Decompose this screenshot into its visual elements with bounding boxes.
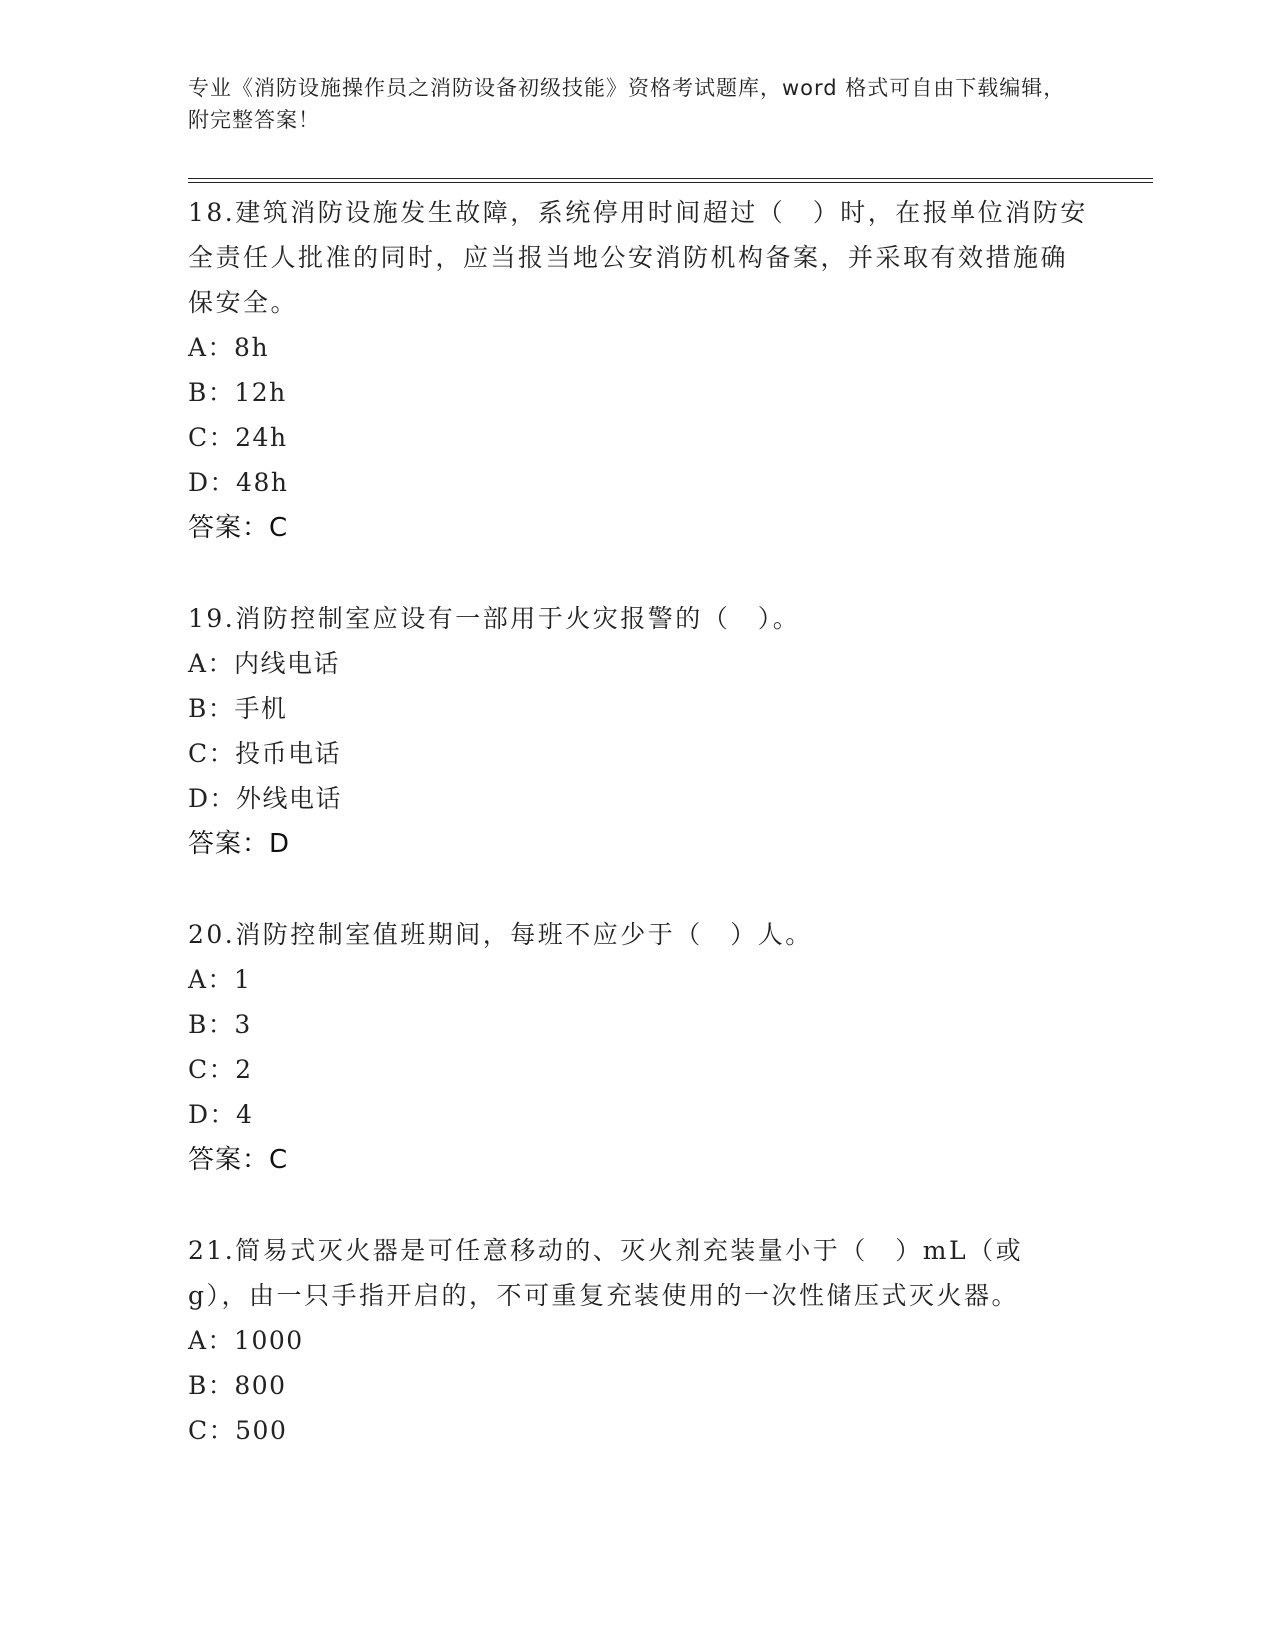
option-c: C：500 xyxy=(188,1416,288,1445)
option-c: C：2 xyxy=(188,1055,253,1084)
option-b: B：800 xyxy=(188,1371,287,1400)
question-18 xyxy=(188,190,1088,551)
option-b: B：12h xyxy=(188,378,287,407)
option-b: B：手机 xyxy=(188,694,288,723)
option-d: D：外线电话 xyxy=(188,784,343,813)
answer-label: 答案：C xyxy=(188,1145,289,1175)
question-stem: 21.简易式灭火器是可任意移动的、灭火剂充装量小于（ ）mL（或 g），由一只手指开启的，不可重复充装使用的一次性储压式灭火器。 xyxy=(188,1236,1024,1310)
answer-label: 答案：D xyxy=(188,829,291,859)
question-21 xyxy=(188,1228,1088,1453)
question-stem: 19.消防控制室应设有一部用于火灾报警的（ ）。 xyxy=(188,604,801,633)
option-c: C：投币电话 xyxy=(188,739,342,768)
header-text: 专业《消防设施操作员之消防设备初级技能》资格考试题库，word 格式可自由下载编辑，附完整答案！ xyxy=(188,76,1066,132)
header-divider xyxy=(188,178,1153,183)
answer-label: 答案：C xyxy=(188,513,289,543)
question-spacer xyxy=(188,1183,1088,1228)
option-b: B：3 xyxy=(188,1010,252,1039)
question-stem: 20.消防控制室值班期间，每班不应少于（ ）人。 xyxy=(188,920,813,949)
question-list xyxy=(188,190,1088,1453)
option-c: C：24h xyxy=(188,423,288,452)
option-a: A：1000 xyxy=(188,1326,304,1355)
option-d: D：4 xyxy=(188,1100,254,1129)
question-spacer xyxy=(188,867,1088,912)
question-stem: 18.建筑消防设施发生故障，系统停用时间超过（ ）时，在报单位消防安全责任人批准的同时，应当报当地公安消防机构备案，并采取有效措施确保安全。 xyxy=(188,198,1088,317)
question-19 xyxy=(188,596,1088,867)
option-a: A：内线电话 xyxy=(188,649,341,678)
option-d: D：48h xyxy=(188,468,289,497)
question-spacer xyxy=(188,551,1088,596)
option-a: A：1 xyxy=(188,965,252,994)
document-header xyxy=(188,72,1068,136)
option-a: A：8h xyxy=(188,333,270,362)
question-20 xyxy=(188,912,1088,1183)
